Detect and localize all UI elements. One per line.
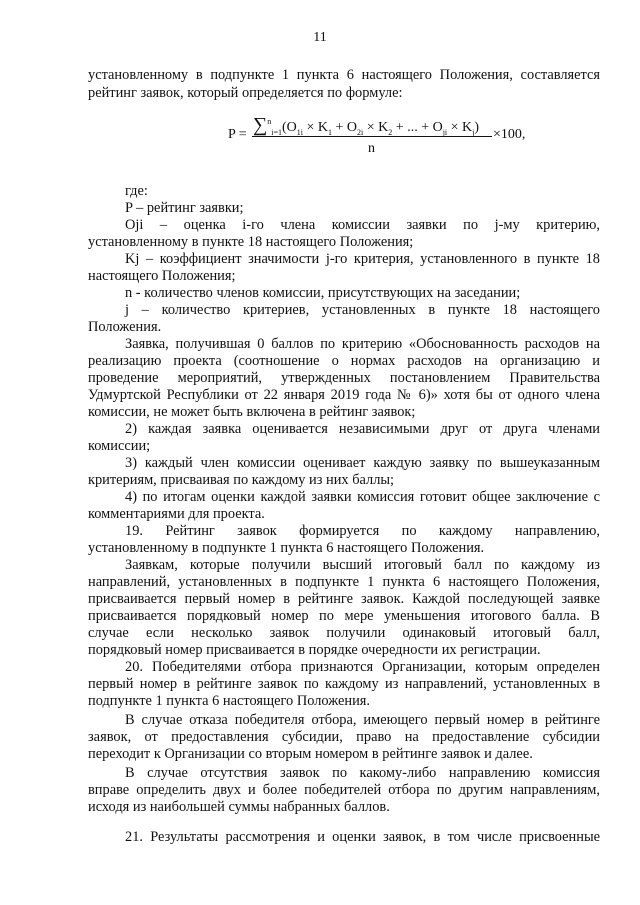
fraction-bar: [252, 136, 492, 137]
paragraph-line: где:: [125, 183, 148, 199]
formula-lhs: P =: [228, 127, 247, 142]
paragraph-line: исходя из наибольшей суммы набранных баллов.: [88, 799, 390, 815]
paragraph-line: P – рейтинг заявки;: [125, 200, 244, 216]
paragraph-line: В случае отсутствия заявок по какому-либо направлению комиссия: [125, 765, 600, 781]
paragraph-line: заявок, от предоставления субсидии, право на предоставление субсидии: [88, 729, 600, 745]
paragraph-line: 3) каждый член комиссии оценивает каждую заявку по вышеуказанным: [125, 455, 600, 471]
paragraph-line: n - количество членов комиссии, присутствующих на заседании;: [125, 285, 521, 301]
paragraph-line: комиссии, не может быть включена в рейтинг заявок;: [88, 404, 416, 420]
paragraph-line: Положения.: [88, 319, 162, 335]
paragraph-line: 2) каждая заявка оценивается независимыми друг от друга членами: [125, 421, 600, 437]
paragraph-line: 21. Результаты рассмотрения и оценки заявок, в том числе присвоенные: [125, 829, 600, 845]
sum-upper: n: [267, 117, 272, 126]
paragraph-line: Заявка, получившая 0 баллов по критерию «Обоснованность расходов на: [125, 336, 600, 352]
paragraph-line: рейтинг заявок, который определяется по формуле:: [88, 85, 403, 101]
paragraph-line: установленному в подпункте 1 пункта 6 настоящего Положения.: [88, 540, 485, 556]
paragraph-line: проведение мероприятий, утвержденных постановлением Правительства: [88, 370, 600, 386]
paragraph-line: направлений, установленных в подпункте 1 пункта 6 настоящего Положения,: [88, 574, 600, 590]
paragraph-line: установленному в пункте 18 настоящего Положения;: [88, 234, 414, 250]
paragraph-line: Kj – коэффициент значимости j-го критерия, установленного в пункте 18: [125, 251, 600, 267]
paragraph-line: 4) по итогам оценки каждой заявки комиссия готовит общее заключение с: [125, 489, 600, 505]
paragraph-line: вправе определить двух и более победителей отбора по другим направлениям,: [88, 782, 600, 798]
paragraph-line: случае если несколько заявок получили одинаковый итоговый балл,: [88, 625, 600, 641]
paragraph-line: 20. Победителями отбора признаются Организации, которым определен: [125, 659, 600, 675]
paragraph-line: присваивается порядковый номер по мере уменьшения итогового балла. В: [88, 608, 600, 624]
sum-lower: i=1: [271, 128, 282, 137]
paragraph-line: реализацию проекта (соотношение о нормах расходов на организацию и: [88, 353, 600, 369]
paragraph-line: установленному в подпункте 1 пункта 6 настоящего Положения, составляется: [88, 67, 600, 83]
paragraph-line: 19. Рейтинг заявок формируется по каждому направлению,: [125, 523, 600, 539]
numerator-expression: ($O_{1i} \times K_1 + O_{2i} \times K_2$ + ... + $O_{ji} \times K_j$): [282, 120, 480, 137]
paragraph-line: Заявкам, которые получили высший итоговый балл по каждому из: [125, 557, 600, 573]
paragraph-line: Удмуртской Республики от 22 января 2019 года № 6)» хотя бы от одного члена: [88, 387, 600, 403]
paragraph-line: присваивается первый номер в рейтинге заявок. Каждой последующей заявке: [88, 591, 600, 607]
sum-symbol: ∑: [253, 114, 268, 136]
paragraph-line: комментариями для проекта.: [88, 506, 265, 522]
paragraph-line: j – количество критериев, установленных в пункте 18 настоящего: [125, 302, 600, 318]
paragraph-line: переходит к Организации со вторым номером в рейтинге заявок и далее.: [88, 746, 533, 762]
paragraph-line: настоящего Положения;: [88, 268, 236, 284]
paragraph-line: подпункте 1 пункта 6 настоящего Положения.: [88, 693, 371, 709]
paragraph-line: критериям, присваивая по каждому из них баллы;: [88, 472, 395, 488]
page-number: 11: [313, 30, 327, 45]
formula-denominator: n: [368, 141, 375, 156]
paragraph-line: комиссии;: [88, 438, 151, 454]
paragraph-line: В случае отказа победителя отбора, имеющего первый номер в рейтинге: [125, 712, 600, 728]
formula-tail: ×100,: [493, 127, 526, 142]
paragraph-line: первый номер в рейтинге заявок по каждому из направлений, установленных в: [88, 676, 600, 692]
formula-numerator: [253, 114, 479, 137]
paragraph-line: порядковый номер присваивается в порядке очередности их регистрации.: [88, 642, 541, 658]
rating-formula: [228, 114, 528, 164]
paragraph-line: Oji – оценка i-го члена комиссии заявки по j-му критерию,: [125, 217, 600, 233]
